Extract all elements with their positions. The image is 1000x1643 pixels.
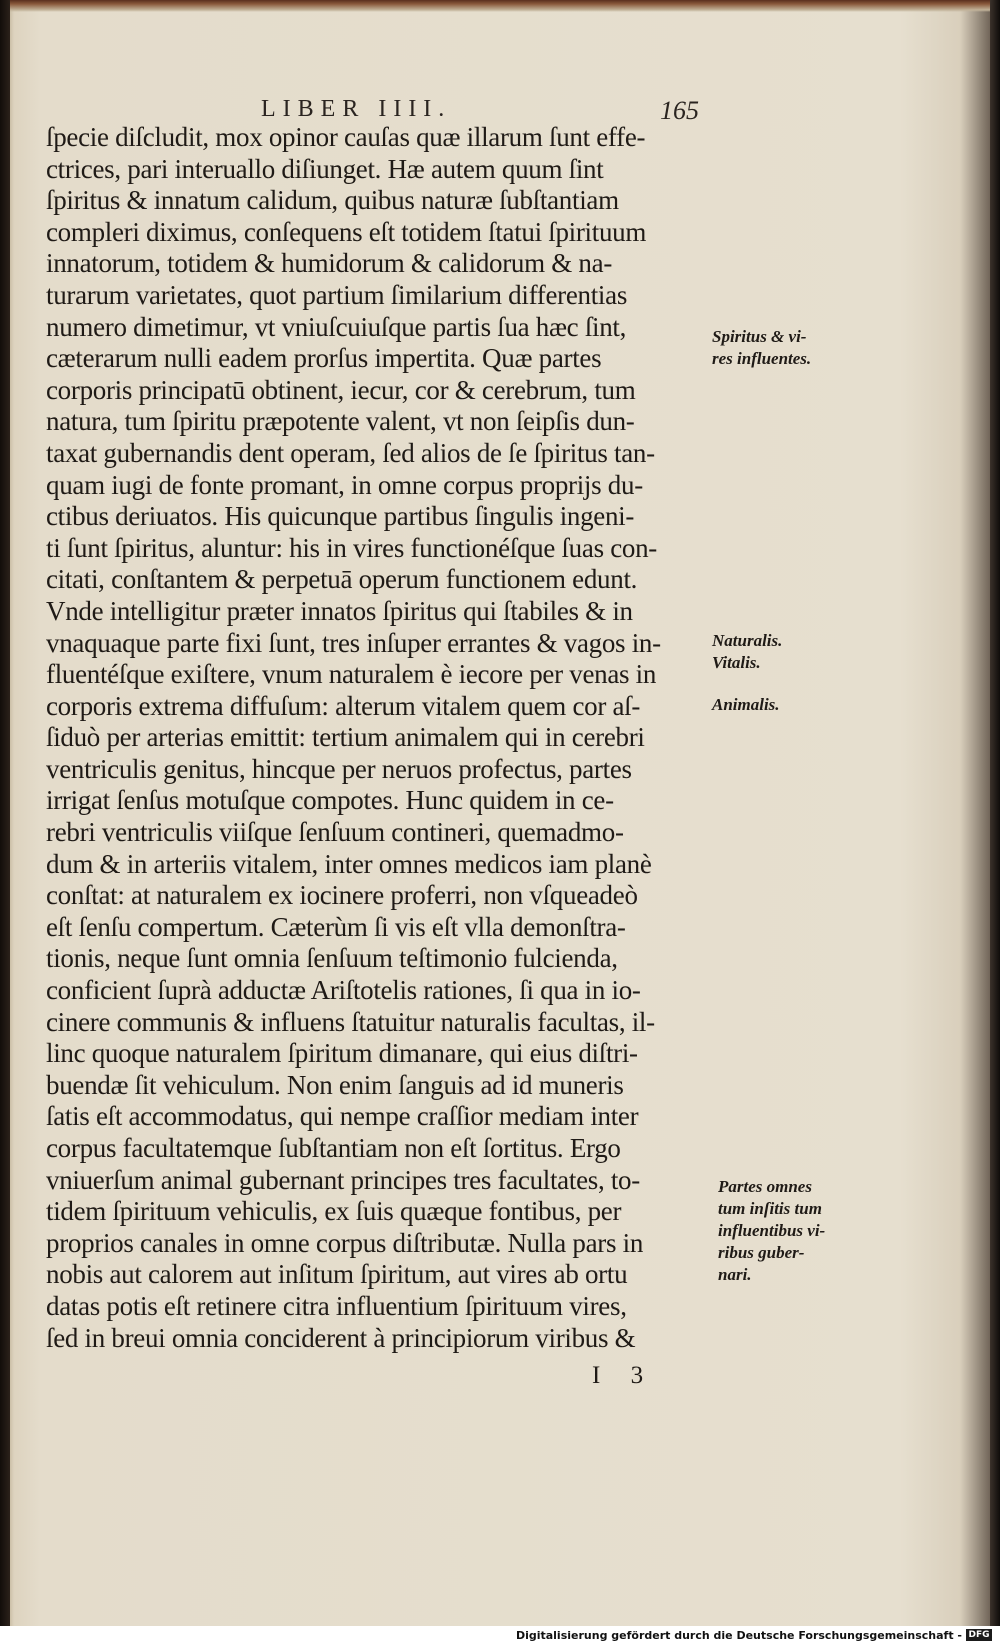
- text-line: natura, tum ſpiritu præpotente valent, vt non ſeipſis dun-: [46, 406, 635, 437]
- text-line: irrigat ſenſus motuſque compotes. Hunc quidem in ce-: [46, 785, 614, 816]
- text-line: fluentéſque exiſtere, vnum naturalem è iecore per venas in: [46, 659, 657, 690]
- text-line: cinere communis & influens ſtatuitur naturalis facultas, il-: [46, 1006, 655, 1037]
- text-line: vnaquaque parte fixi ſunt, tres inſuper errantes & vagos in-: [46, 627, 661, 658]
- margin-note-line: tum inſitis tum: [718, 1199, 822, 1218]
- text-line: corporis extrema diffuſum: alterum vitalem quem cor aſ-: [46, 690, 641, 721]
- running-head: LIBER IIII.: [261, 96, 452, 122]
- text-line: corpus facultatemque ſubſtantiam non eſt ſortitus. Ergo: [46, 1133, 621, 1163]
- text-line: rebri ventriculis viiſque ſenſuum contineri, quemadmo-: [46, 817, 624, 848]
- margin-note-line: Vitalis.: [712, 653, 761, 672]
- margin-note-spiritus: [712, 326, 862, 370]
- text-line: conficient ſuprà adductæ Ariſtotelis rationes, ſi qua in io-: [46, 975, 641, 1006]
- text-line: ſatis eſt accommodatus, qui nempe craſſior mediam inter: [46, 1101, 639, 1132]
- text-line: innatorum, totidem & humidorum & calidorum & na-: [46, 248, 613, 279]
- text-line: ſpecie diſcludit, mox opinor cauſas quæ illarum ſunt effe-: [46, 122, 646, 152]
- text-line: ctrices, pari interuallo diſiunget. Hæ autem quum ſint: [46, 153, 604, 184]
- text-line: Vnde intelligitur præter innatos ſpiritus qui ſtabiles & in: [46, 595, 633, 626]
- text-line: eſt ſenſu compertum. Cæterùm ſi vis eſt vlla demonſtra-: [46, 911, 626, 942]
- text-line: ſed in breui omnia conciderent à principiorum viribus &: [46, 1322, 636, 1353]
- margin-note-animalis: [712, 694, 862, 716]
- text-line: numero dimetimur, vt vniuſcuiuſque partis ſua hæc ſint,: [46, 311, 627, 342]
- text-line: citati, conſtantem & perpetuā operum functionem edunt.: [46, 564, 638, 595]
- text-line: tionis, neque ſunt omnia ſenſuum teſtimonio fulcienda,: [46, 943, 618, 974]
- text-line: ventriculis genitus, hincque per neruos profectus, partes: [46, 753, 632, 784]
- funding-credit: Digitalisierung gefördert durch die Deutsche Forschungsgemeinschaft -: [515, 1629, 962, 1642]
- text-line: ſiduò per arterias emittit: tertium animalem qui in cerebri: [46, 722, 645, 753]
- text-line: linc quoque naturalem ſpiritum dimanare, qui eius diſtri-: [46, 1038, 638, 1069]
- margin-note-line: nari.: [718, 1265, 752, 1284]
- text-line: nobis aut calorem aut inſitum ſpiritum, aut vires ab ortu: [46, 1259, 628, 1290]
- page-number: 165: [660, 96, 699, 125]
- text-line: buendæ ſit vehiculum. Non enim ſanguis ad id muneris: [46, 1069, 624, 1100]
- text-line: corporis principatū obtinent, iecur, cor & cerebrum, tum: [46, 374, 636, 405]
- text-line: ctibus deriuatos. His quicunque partibus ſingulis ingeni-: [46, 501, 635, 532]
- dfg-logo: DFG: [966, 1629, 992, 1641]
- text-line: ti ſunt ſpiritus, aluntur: his in vires functionéſque ſuas con-: [46, 532, 657, 563]
- text-line: ſpiritus & innatum calidum, quibus naturæ ſubſtantiam: [46, 185, 619, 216]
- text-line: taxat gubernandis dent operam, ſed alios de ſe ſpiritus tan-: [46, 437, 655, 468]
- text-line: dum & in arteriis vitalem, inter omnes medicos iam planè: [46, 848, 652, 879]
- margin-note-partes-omnes: [718, 1176, 868, 1286]
- margin-note-line: Partes omnes: [718, 1177, 812, 1196]
- margin-note-line: res influentes.: [712, 349, 812, 368]
- binding-shadow-left: [0, 0, 10, 1626]
- text-line: vniuerſum animal gubernant principes tres facultates, to-: [46, 1164, 640, 1195]
- main-text-block: [46, 122, 706, 1354]
- text-line: turarum varietates, quot partium ſimilarium differentias: [46, 279, 628, 310]
- margin-note-line: ribus guber-: [718, 1243, 805, 1262]
- text-line: proprios canales in omne corpus diſtributæ. Nulla pars in: [46, 1227, 644, 1258]
- text-line: cæterarum nulli eadem prorſus impertita. Quæ partes: [46, 343, 602, 374]
- margin-note-naturalis: [712, 630, 862, 674]
- text-line: quam iugi de fonte promant, in omne corpus proprijs du-: [46, 469, 643, 500]
- text-line: tidem ſpirituum vehiculis, ex ſuis quæque fontibus, per: [46, 1196, 622, 1227]
- text-line: conſtat: at naturalem ex iocinere proferri, non vſqueadeò: [46, 880, 638, 911]
- binding-shadow-right: [990, 0, 1000, 1626]
- margin-note-line: Spiritus & vi-: [712, 327, 807, 346]
- text-line: datas potis eſt retinere citra influentium ſpirituum vires,: [46, 1290, 627, 1321]
- signature-mark: I 3: [592, 1362, 656, 1389]
- margin-note-line: Naturalis.: [712, 631, 783, 650]
- margin-note-line: influentibus vi-: [718, 1221, 826, 1240]
- text-line: compleri diximus, conſequens eſt totidem ſtatui ſpirituum: [46, 216, 647, 247]
- margin-note-line: Animalis.: [712, 695, 780, 714]
